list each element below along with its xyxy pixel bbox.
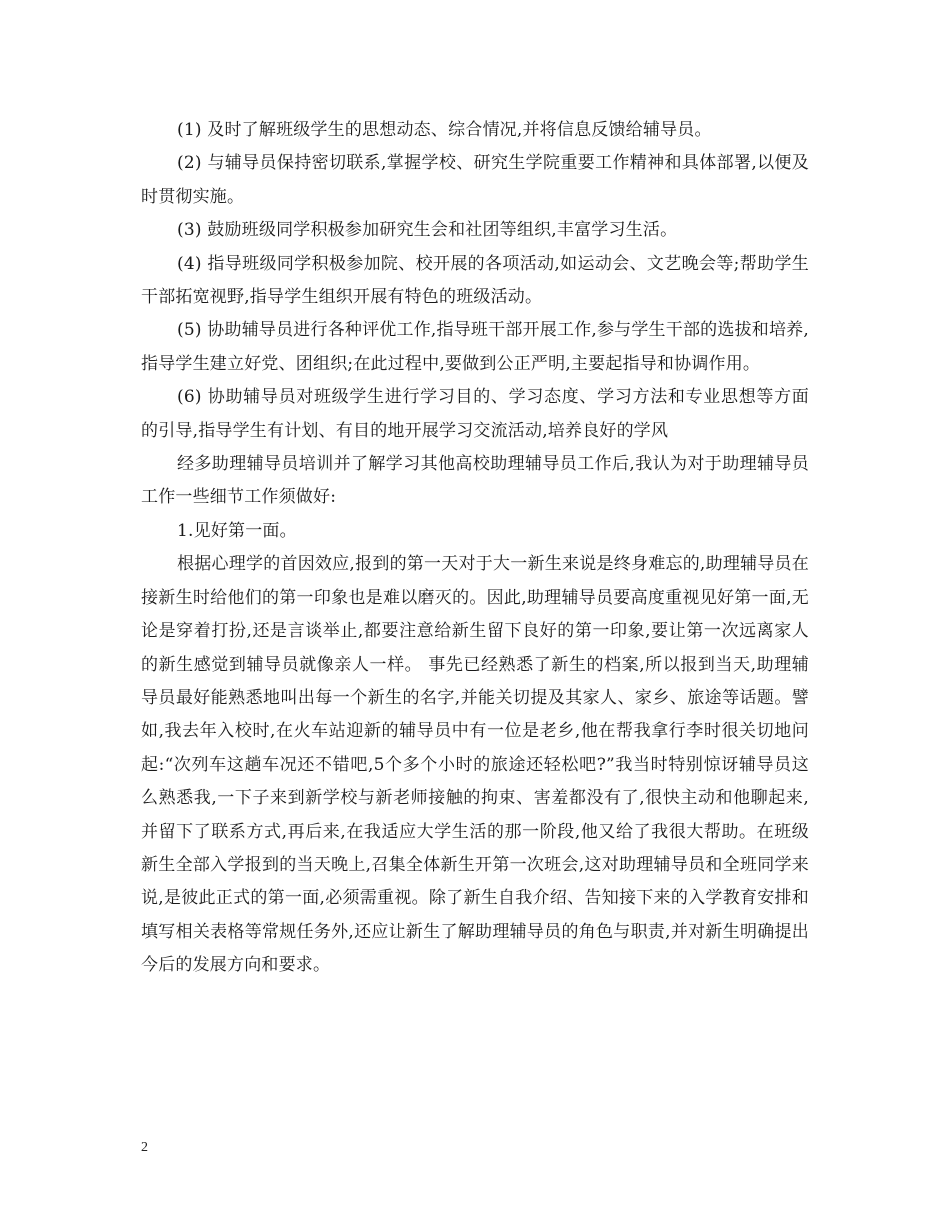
duty-item-6: (6) 协助辅导员对班级学生进行学习目的、学习态度、学习方法和专业思想等方面的引导,指导学生有计划、有目的地开展学习交流活动,培养良好的学风 bbox=[141, 387, 809, 441]
duty-item-1: (1) 及时了解班级学生的思想动态、综合情况,并将信息反馈给辅导员。 bbox=[177, 120, 712, 140]
duty-item-3: (3) 鼓励班级同学积极参加研究生会和社团等组织,丰富学习生活。 bbox=[177, 220, 678, 241]
duty-item-2: (2) 与辅导员保持密切联系,掌握学校、研究生学院重要工作精神和具体部署,以便及时贯彻实施。 bbox=[141, 153, 809, 207]
intro-paragraph: 经多助理辅导员培训并了解学习其他高校助理辅导员工作后,我认为对于助理辅导员工作一些细节工作须做好: bbox=[141, 454, 809, 508]
document-body bbox=[141, 114, 809, 983]
first-impression-paragraph: 根据心理学的首因效应,报到的第一天对于大一新生来说是终身难忘的,助理辅导员在接新生时给他们的第一印象也是难以磨灭的。因此,助理辅导员要高度重视见好第一面,无论是穿着打扮,还是言谈举止,都要注意给新生留下良好的第一印象,要让第一次远离家人的新生感觉到辅导员就像亲人一样。 事先已经熟悉了新生的档案,所以报到当天,助理辅导员最好能熟悉地叫出每一个新生的名字,并能关切提及其家人、家乡、旅途等话题。譬如,我去年入校时,在火车站迎新的辅导员中有一位是老乡,他在帮我拿行李时很关切地问起:“次列车这趟车况还不错吧,5个多个小时的旅途还轻松吧?”我当时特别惊讶辅导员这么熟悉我,一下子来到新学校与新老师接触的拘束、害羞都没有了,很快主动和他聊起来,并留下了联系方式,再后来,在我适应大学生活的那一阶段,他又给了我很大帮助。在班级新生全部入学报到的当天晚上,召集全体新生开第一次班会,这对助理辅导员和全班同学来说,是彼此正式的第一面,必须需重视。除了新生自我介绍、告知接下来的入学教育安排和填写相关表格等常规任务外,还应让新生了解助理辅导员的角色与职责,并对新生明确提出今后的发展方向和要求。 bbox=[141, 554, 809, 976]
duty-item-4: (4) 指导班级同学积极参加院、校开展的各项活动,如运动会、文艺晚会等;帮助学生干部拓宽视野,指导学生组织开展有特色的班级活动。 bbox=[141, 253, 809, 308]
duty-item-5: (5) 协助辅导员进行各种评优工作,指导班干部开展工作,参与学生干部的选拔和培养,指导学生建立好党、团组织;在此过程中,要做到公正严明,主要起指导和协调作用。 bbox=[141, 320, 809, 374]
page-number: 2 bbox=[141, 1140, 148, 1155]
section-heading-first-impression: 1.见好第一面。 bbox=[177, 520, 297, 541]
